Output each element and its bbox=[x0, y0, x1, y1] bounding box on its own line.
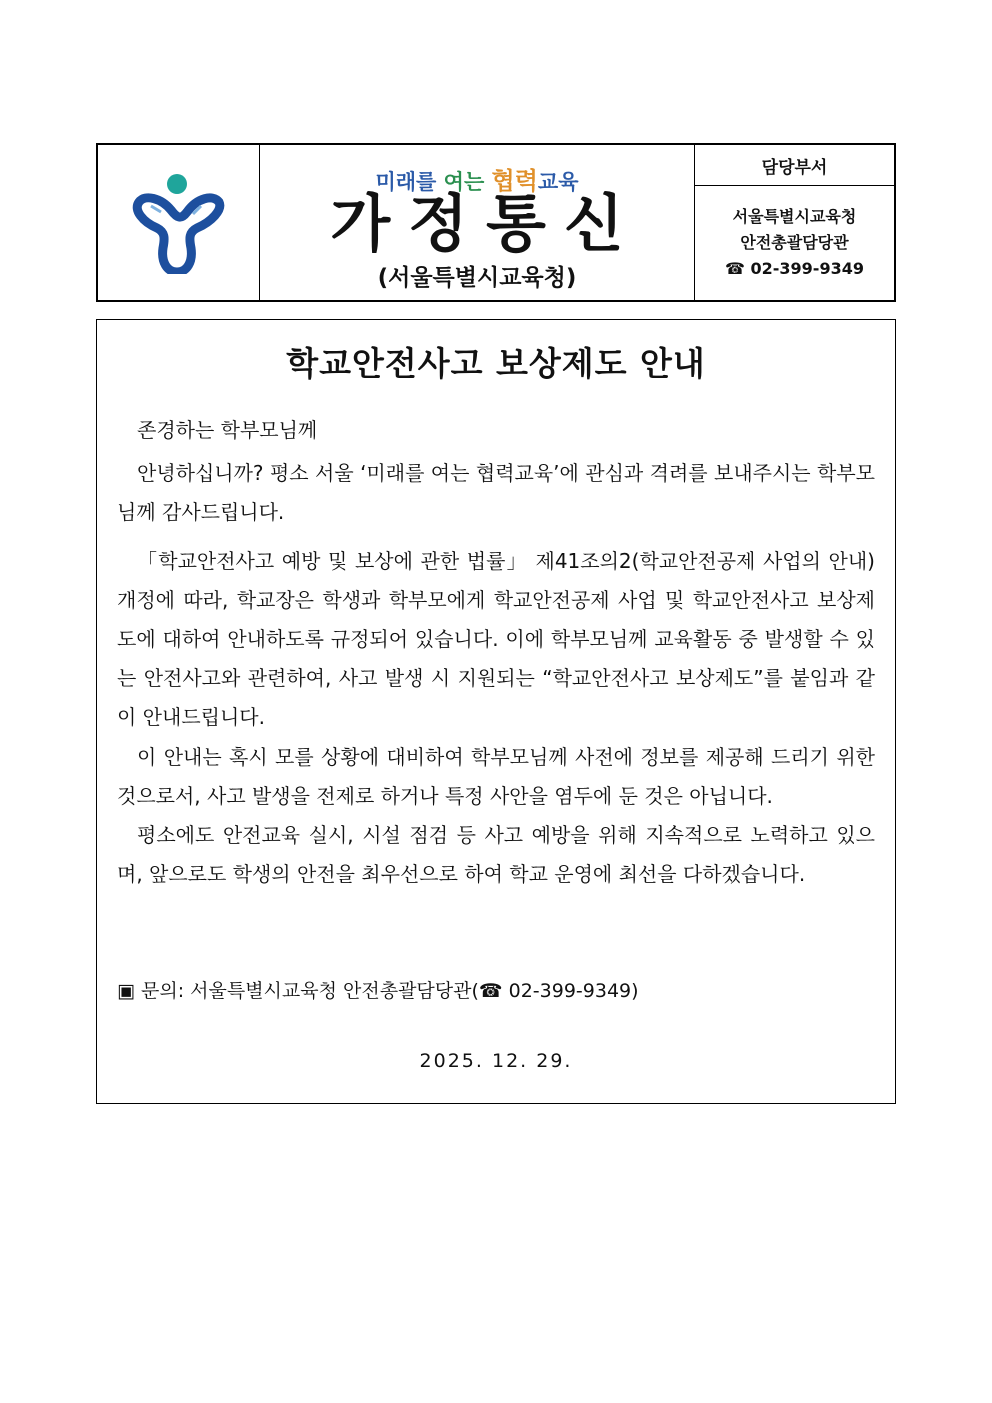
document-date: 2025. 12. 29. bbox=[419, 1050, 573, 1072]
paragraph-text: 이 안내는 혹시 모를 상황에 대비하여 학부모님께 사전에 정보를 제공해 드리기 위한 것으로서, 사고 발생을 전제로 하거나 특정 사안을 염두에 둔 것은 아닙니다. bbox=[117, 745, 875, 808]
header-table bbox=[96, 143, 896, 302]
paragraph-4 bbox=[117, 816, 875, 894]
slogan-part-2: 여는 bbox=[443, 170, 485, 194]
department-office: 안전총괄담당관 bbox=[740, 233, 849, 252]
document-body bbox=[96, 319, 896, 1104]
department-org: 서울특별시교육청 bbox=[732, 207, 857, 226]
department-cell bbox=[695, 145, 894, 300]
paragraph-text: 평소에도 안전교육 실시, 시설 점검 등 사고 예방을 위해 지속적으로 노력하고 있으며, 앞으로도 학생의 안전을 최우선으로 하여 학교 운영에 최선을 다하겠습니다. bbox=[117, 823, 875, 886]
logo-cell bbox=[98, 145, 260, 300]
department-phone: ☎ 02-399-9349 bbox=[725, 259, 864, 278]
department-label: 담당부서 bbox=[695, 145, 894, 186]
document-title: 학교안전사고 보상제도 안내 bbox=[286, 344, 706, 383]
title-cell bbox=[260, 145, 695, 300]
seoul-education-logo-icon bbox=[131, 172, 227, 274]
page-subtitle: (서울특별시교육청) bbox=[377, 265, 577, 291]
contact-info: ▣ 문의: 서울특별시교육청 안전총괄담당관(☎ 02-399-9349) bbox=[117, 980, 639, 1002]
greeting bbox=[117, 411, 875, 450]
department-info bbox=[695, 186, 894, 300]
slogan-part-4: 교육 bbox=[537, 170, 579, 194]
paragraph-2 bbox=[117, 542, 875, 737]
slogan-part-1: 미래를 bbox=[375, 170, 437, 194]
paragraph-text: 「학교안전사고 예방 및 보상에 관한 법률」 제41조의2(학교안전공제 사업의 안내) 개정에 따라, 학교장은 학생과 학부모에게 학교안전공제 사업 및 학교안전사고 보상제도에 대하여 안내하도록 규정되어 있습니다. 이에 학부모님께 교육활동 중 발생할 수 있는 안전사고와 관련하여, 사고 발생 시 지원되는 “학교안전사고 보상제도”를 붙임과 같이 안내드립니다. bbox=[117, 549, 875, 729]
slogan-part-3: 협력 bbox=[491, 167, 538, 195]
paragraph-3 bbox=[117, 738, 875, 816]
greeting-text: 존경하는 학부모님께 bbox=[137, 418, 318, 442]
paragraph-text: 안녕하십니까? 평소 서울 ‘미래를 여는 협력교육’에 관심과 격려를 보내주시는 학부모님께 감사드립니다. bbox=[117, 461, 875, 524]
page-title: 가정통신 bbox=[330, 187, 642, 260]
paragraph-1 bbox=[117, 454, 875, 532]
